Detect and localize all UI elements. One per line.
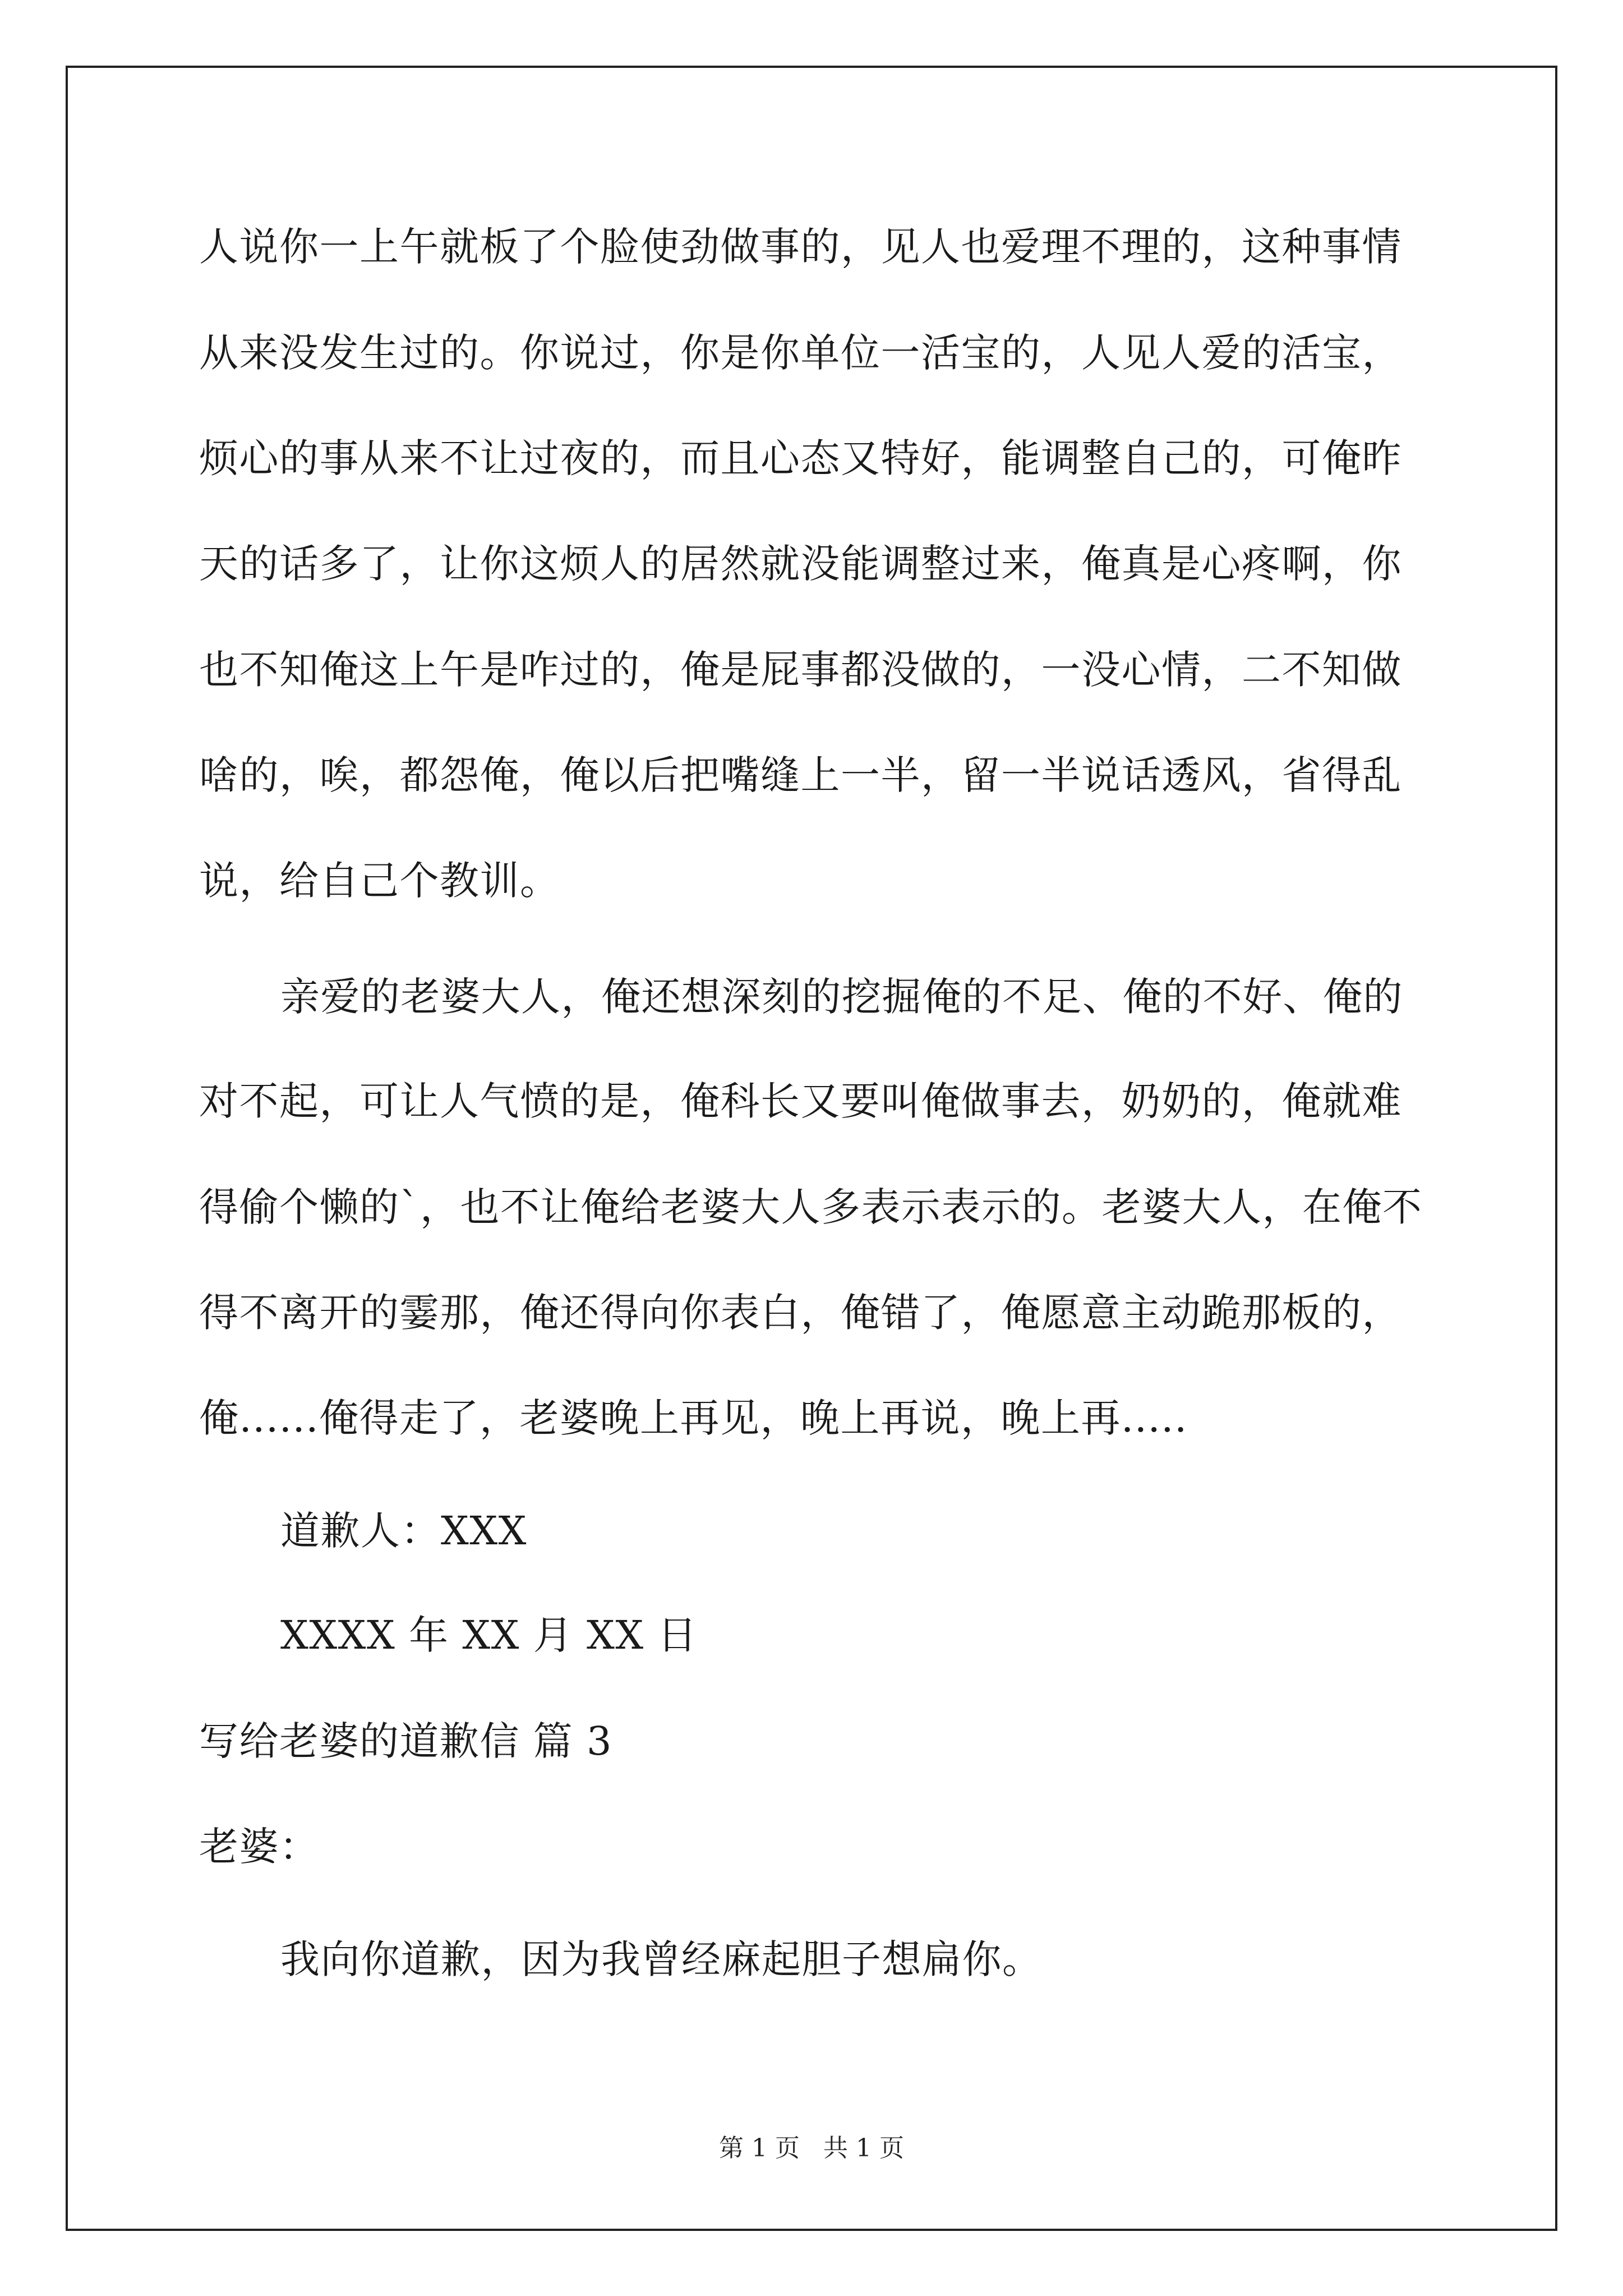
body-line-6: 啥的，唉，都怨俺，俺以后把嘴缝上一半，留一半说话透风，省得乱 [199, 752, 1402, 798]
body-line-4: 天的话多了，让你这烦人的居然就没能调整过来，俺真是心疼啊，你 [199, 541, 1402, 587]
body-line-5: 也不知俺这上午是咋过的，俺是屁事都没做的，一没心情，二不知做 [199, 647, 1402, 693]
section-heading: 写给老婆的道歉信 篇 3 [199, 1718, 613, 1764]
body-line-13: 我向你道歉，因为我曾经麻起胆子想扁你。 [280, 1936, 1043, 1982]
body-line-1: 人说你一上午就板了个脸使劲做事的，见人也爱理不理的，这种事情 [199, 224, 1402, 270]
body-line-8: 亲爱的老婆大人，俺还想深刻的挖掘俺的不足、俺的不好、俺的 [280, 974, 1403, 1020]
date-line: XXXX 年 XX 月 XX 日 [280, 1612, 698, 1658]
body-line-3: 烦心的事从来不让过夜的，而且心态又特好，能调整自己的，可俺昨 [199, 435, 1402, 481]
salutation: 老婆： [199, 1824, 320, 1870]
signature-line: 道歉人：XXX [280, 1508, 528, 1554]
body-line-9: 对不起，可让人气愤的是，俺科长又要叫俺做事去，奶奶的，俺就难 [199, 1078, 1402, 1124]
body-line-7: 说，给自己个教训。 [199, 858, 560, 904]
page-border [66, 66, 1557, 2231]
page-number-footer: 第 1 页 共 1 页 [719, 2134, 904, 2162]
body-line-11: 得不离开的霎那，俺还得向你表白，俺错了，俺愿意主动跪那板的， [199, 1290, 1402, 1336]
body-line-10: 得偷个懒的`，也不让俺给老婆大人多表示表示的。老婆大人，在俺不 [199, 1184, 1423, 1230]
body-line-2: 从来没发生过的。你说过，你是你单位一活宝的，人见人爱的活宝， [199, 330, 1402, 376]
body-line-12: 俺......俺得走了，老婆晚上再见，晚上再说，晚上再..... [199, 1395, 1188, 1441]
